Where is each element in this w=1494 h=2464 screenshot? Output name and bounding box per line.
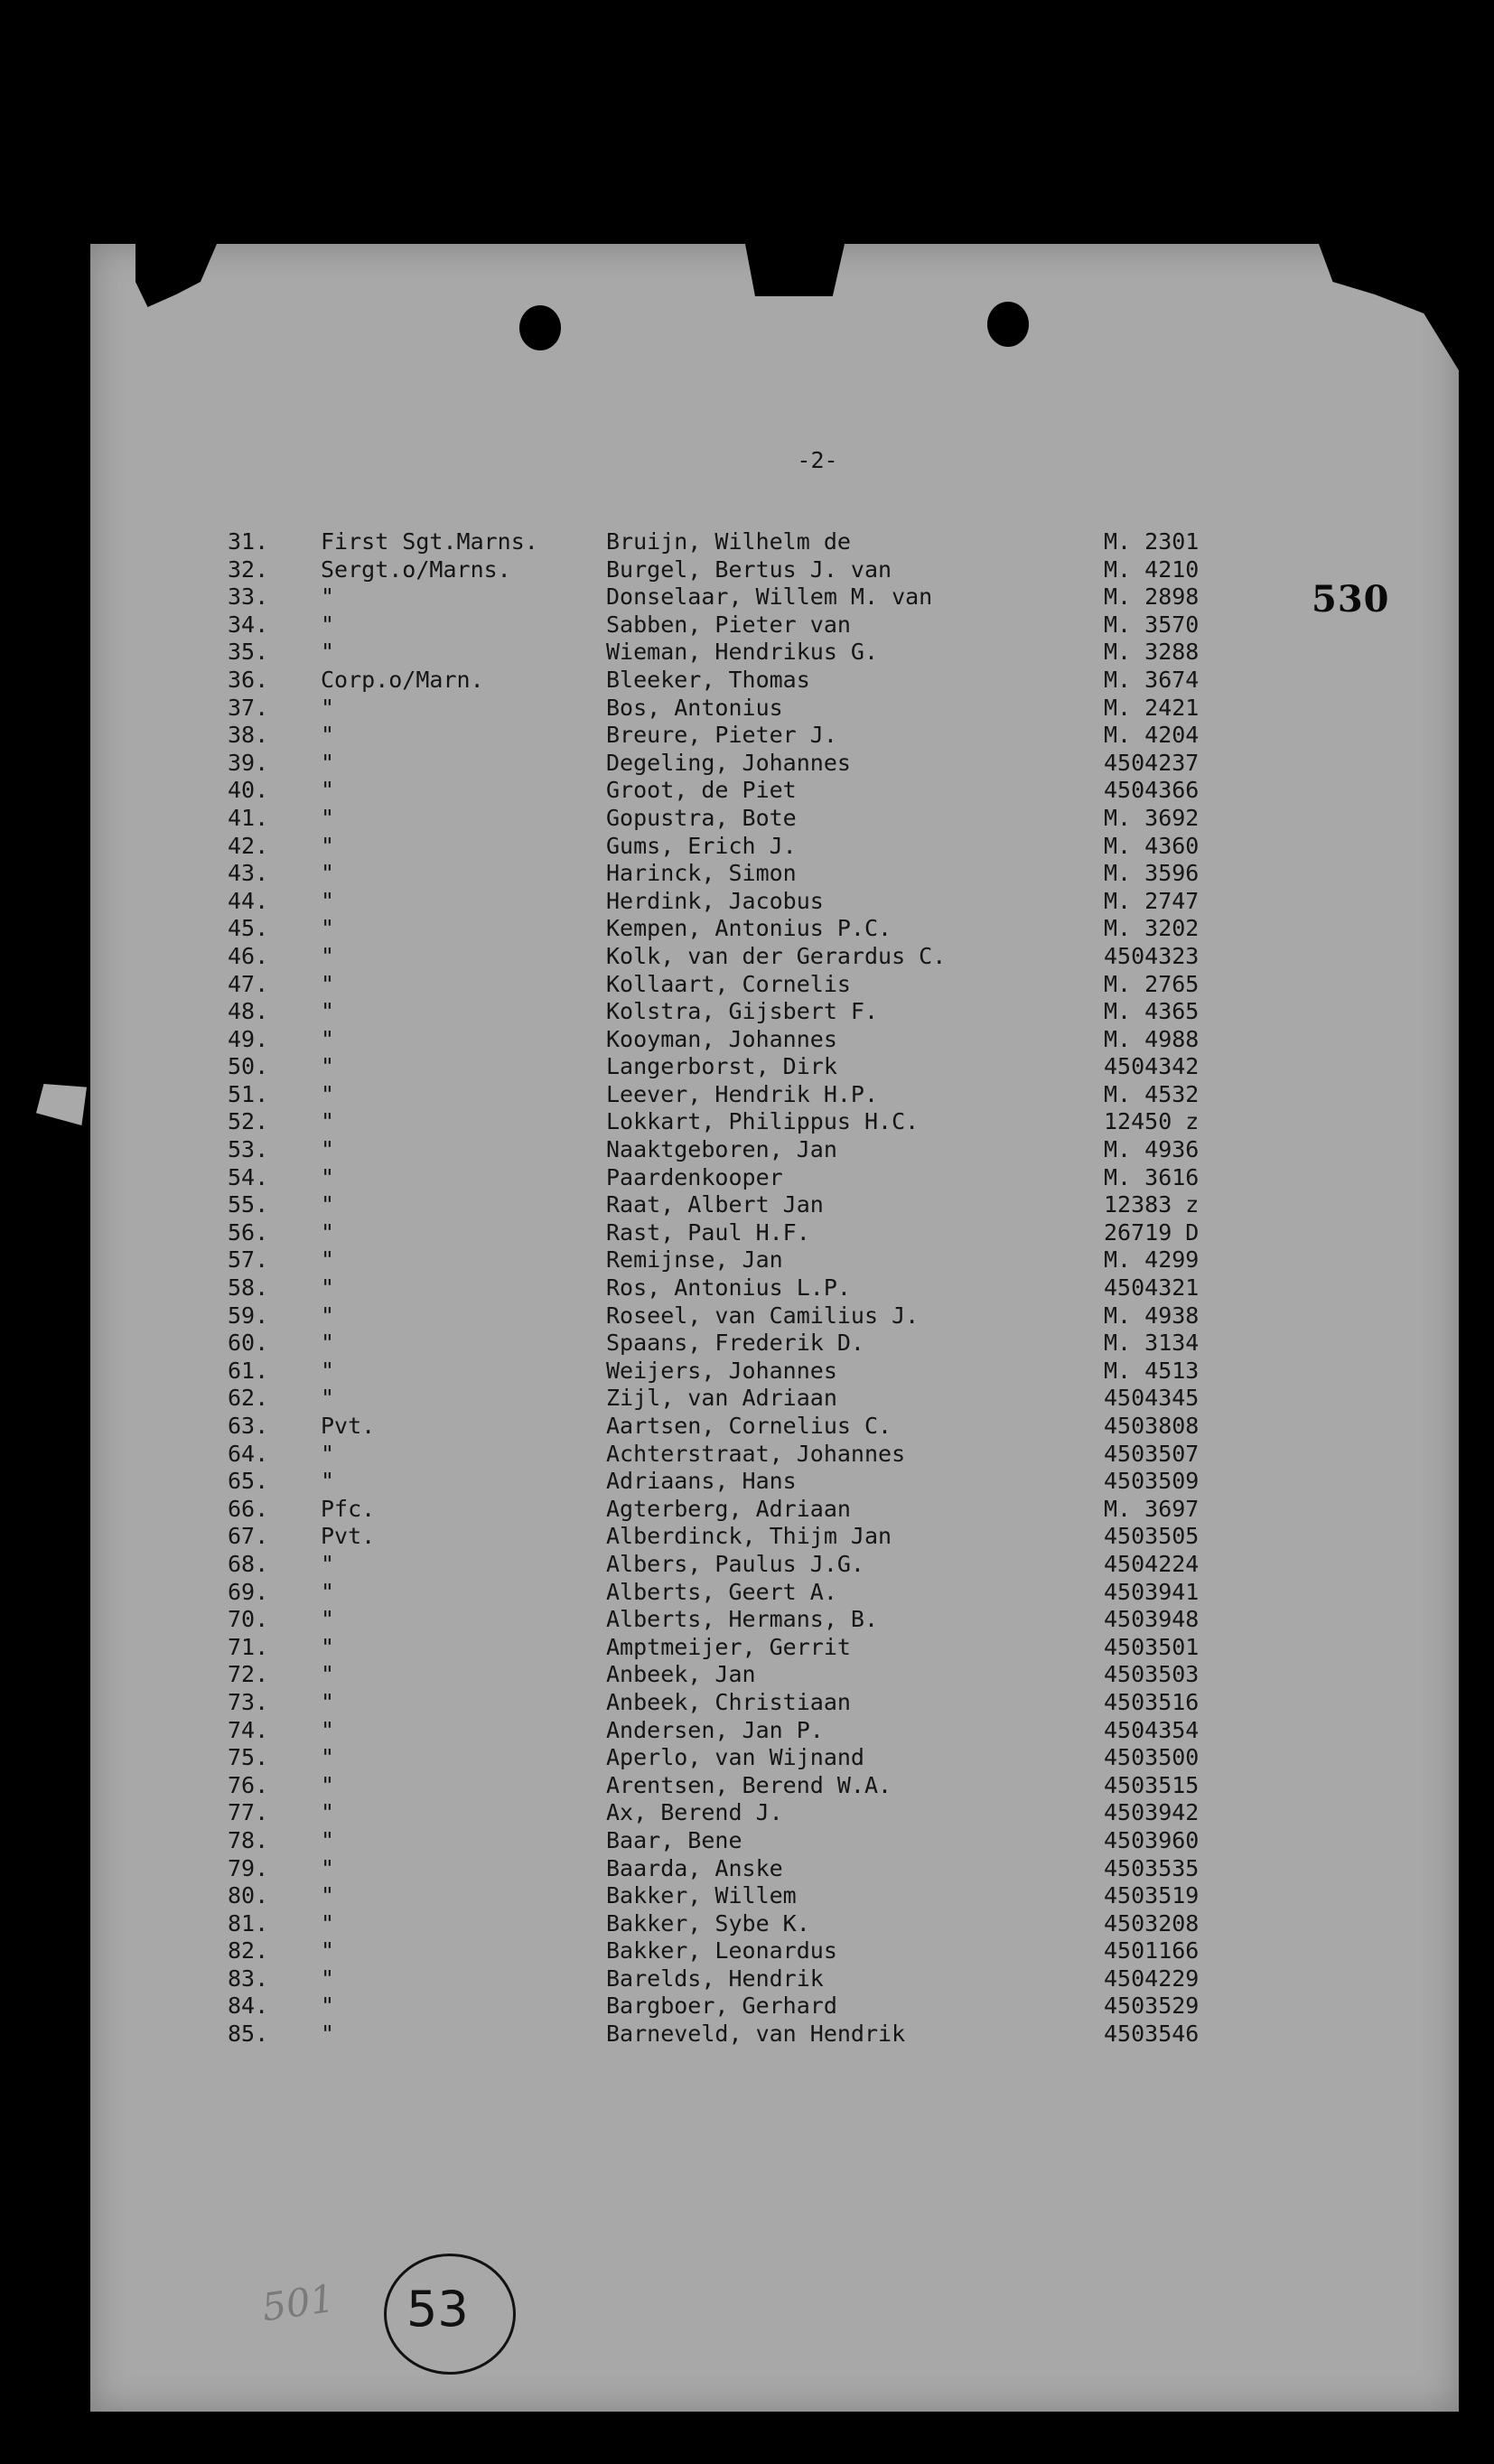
row-name: Roseel, van Camilius J. <box>606 1302 920 1329</box>
row-number: 32. <box>228 555 269 583</box>
row-number: 38. <box>228 722 269 749</box>
roster-row <box>90 1274 1459 1302</box>
row-name: Remijnse, Jan <box>606 1246 783 1274</box>
row-number: 72. <box>228 1661 269 1688</box>
paper-scrap <box>36 1084 87 1125</box>
row-number: 37. <box>228 694 269 721</box>
row-number: 83. <box>228 1965 269 1992</box>
roster-row <box>90 1993 1459 2021</box>
row-name: Naaktgeboren, Jan <box>606 1136 837 1163</box>
row-service-number: 4503505 <box>1104 1523 1200 1550</box>
row-service-number: 4503503 <box>1104 1661 1200 1688</box>
row-service-number: 4503529 <box>1104 1993 1200 2020</box>
row-rank: " <box>321 1937 335 1965</box>
row-name: Gums, Erich J. <box>606 832 797 859</box>
roster-row <box>90 611 1459 639</box>
row-number: 63. <box>228 1413 269 1439</box>
row-service-number: 12450 z <box>1104 1108 1200 1135</box>
row-service-number: 4504237 <box>1104 749 1200 776</box>
row-name: Breure, Pieter J. <box>606 722 837 749</box>
row-number: 61. <box>228 1357 269 1384</box>
row-rank: " <box>321 749 335 776</box>
row-service-number: 4503942 <box>1104 1799 1200 1826</box>
roster-row <box>90 1827 1459 1855</box>
row-rank: " <box>321 1744 335 1771</box>
row-rank: " <box>321 639 335 666</box>
row-name: Barneveld, van Hendrik <box>606 2021 906 2048</box>
row-name: Baar, Bene <box>606 1826 742 1853</box>
roster-row <box>90 1468 1459 1496</box>
roster-row <box>90 1661 1459 1689</box>
roster-list <box>90 528 1459 2049</box>
row-service-number: M. 3202 <box>1104 915 1200 942</box>
row-service-number: M. 3674 <box>1104 666 1200 693</box>
roster-row <box>90 1689 1459 1717</box>
row-name: Alberdinck, Thijm Jan <box>606 1523 892 1550</box>
stamp-number: 530 <box>1312 578 1390 621</box>
roster-row <box>90 998 1459 1026</box>
row-service-number: 4504323 <box>1104 942 1200 969</box>
row-number: 52. <box>228 1108 269 1135</box>
roster-row <box>90 1108 1459 1136</box>
roster-row <box>90 1136 1459 1164</box>
handwritten-note: 501 <box>258 2275 338 2330</box>
roster-row <box>90 1855 1459 1883</box>
roster-row <box>90 722 1459 750</box>
row-number: 40. <box>228 777 269 804</box>
row-rank: Pfc. <box>321 1495 376 1522</box>
row-service-number: M. 2301 <box>1104 528 1200 555</box>
row-rank: " <box>321 1550 335 1577</box>
row-name: Herdink, Jacobus <box>606 887 824 914</box>
handwritten-circled-number: 53 <box>406 2281 469 2338</box>
row-number: 39. <box>228 749 269 776</box>
row-rank: " <box>321 1882 335 1909</box>
roster-row <box>90 750 1459 778</box>
row-number: 49. <box>228 1025 269 1052</box>
row-rank: " <box>321 998 335 1025</box>
row-name: Kollaart, Cornelis <box>606 970 851 997</box>
row-number: 45. <box>228 915 269 942</box>
row-rank: First Sgt.Marns. <box>321 528 538 555</box>
row-service-number: 4503948 <box>1104 1606 1200 1633</box>
row-number: 34. <box>228 611 269 638</box>
row-number: 81. <box>228 1909 269 1937</box>
roster-row <box>90 1081 1459 1109</box>
page-number: -2- <box>797 447 838 473</box>
row-service-number: 4504229 <box>1104 1965 1200 1992</box>
row-number: 35. <box>228 639 269 666</box>
row-service-number: 4504366 <box>1104 777 1200 804</box>
row-rank: " <box>321 1440 335 1467</box>
row-service-number: 4503960 <box>1104 1826 1200 1853</box>
row-number: 43. <box>228 860 269 887</box>
roster-row <box>90 1219 1459 1247</box>
row-rank: " <box>321 1606 335 1633</box>
row-rank: Sergt.o/Marns. <box>321 555 511 583</box>
row-rank: " <box>321 860 335 887</box>
row-number: 70. <box>228 1606 269 1633</box>
row-name: Wieman, Hendrikus G. <box>606 639 879 666</box>
row-name: Anbeek, Christiaan <box>606 1688 851 1715</box>
row-service-number: M. 2765 <box>1104 970 1200 997</box>
row-number: 47. <box>228 970 269 997</box>
row-rank: " <box>321 1274 335 1302</box>
roster-row <box>90 1882 1459 1910</box>
row-number: 66. <box>228 1495 269 1522</box>
row-name: Arentsen, Berend W.A. <box>606 1771 892 1798</box>
row-rank: " <box>321 1661 335 1688</box>
row-rank: " <box>321 1108 335 1135</box>
row-rank: " <box>321 1909 335 1937</box>
row-name: Alberts, Hermans, B. <box>606 1606 879 1633</box>
row-name: Rast, Paul H.F. <box>606 1218 810 1246</box>
roster-row <box>90 943 1459 971</box>
row-service-number: M. 2898 <box>1104 583 1200 611</box>
row-name: Bakker, Leonardus <box>606 1937 837 1965</box>
row-name: Agterberg, Adriaan <box>606 1495 851 1522</box>
row-service-number: 4503509 <box>1104 1468 1200 1495</box>
roster-row <box>90 1634 1459 1662</box>
roster-row <box>90 833 1459 861</box>
row-number: 53. <box>228 1136 269 1163</box>
row-number: 71. <box>228 1633 269 1660</box>
row-service-number: 4504321 <box>1104 1274 1200 1302</box>
row-name: Spaans, Frederik D. <box>606 1330 864 1357</box>
torn-corner-left <box>135 244 217 307</box>
row-number: 65. <box>228 1468 269 1495</box>
row-service-number: M. 4365 <box>1104 998 1200 1025</box>
row-service-number: 4503519 <box>1104 1882 1200 1909</box>
row-number: 79. <box>228 1854 269 1881</box>
row-rank: " <box>321 1854 335 1881</box>
roster-row <box>90 1937 1459 1965</box>
roster-row <box>90 1772 1459 1800</box>
row-service-number: 4504342 <box>1104 1053 1200 1080</box>
row-name: Alberts, Geert A. <box>606 1578 837 1605</box>
row-rank: " <box>321 1357 335 1384</box>
row-name: Barelds, Hendrik <box>606 1965 824 1992</box>
row-service-number: 4503507 <box>1104 1440 1200 1467</box>
row-name: Adriaans, Hans <box>606 1468 797 1495</box>
roster-row <box>90 1579 1459 1607</box>
row-service-number: M. 3697 <box>1104 1495 1200 1522</box>
roster-row <box>90 1053 1459 1081</box>
roster-row <box>90 1496 1459 1524</box>
row-name: Bakker, Sybe K. <box>606 1909 810 1937</box>
torn-corner-right <box>1319 244 1459 370</box>
row-service-number: M. 3596 <box>1104 860 1200 887</box>
roster-row <box>90 1910 1459 1938</box>
row-name: Anbeek, Jan <box>606 1661 756 1688</box>
roster-row <box>90 888 1459 916</box>
roster-row <box>90 1799 1459 1827</box>
row-service-number: M. 3570 <box>1104 611 1200 638</box>
row-rank: " <box>321 611 335 638</box>
row-name: Paardenkooper <box>606 1163 783 1190</box>
row-service-number: M. 4938 <box>1104 1302 1200 1329</box>
roster-row <box>90 860 1459 888</box>
row-name: Harinck, Simon <box>606 860 797 887</box>
row-number: 82. <box>228 1937 269 1965</box>
row-service-number: M. 3616 <box>1104 1163 1200 1190</box>
row-service-number: M. 2421 <box>1104 694 1200 721</box>
row-number: 50. <box>228 1053 269 1080</box>
row-service-number: M. 4532 <box>1104 1080 1200 1107</box>
row-rank: " <box>321 1136 335 1163</box>
roster-row <box>90 1413 1459 1441</box>
row-service-number: M. 4204 <box>1104 722 1200 749</box>
row-name: Degeling, Johannes <box>606 749 851 776</box>
row-name: Kolk, van der Gerardus C. <box>606 942 947 969</box>
roster-row <box>90 1965 1459 1993</box>
row-number: 80. <box>228 1882 269 1909</box>
row-rank: " <box>321 1965 335 1992</box>
row-name: Andersen, Jan P. <box>606 1716 824 1743</box>
roster-row <box>90 556 1459 584</box>
roster-row <box>90 1246 1459 1274</box>
roster-row <box>90 1606 1459 1634</box>
roster-row <box>90 1385 1459 1413</box>
row-service-number: 4504354 <box>1104 1716 1200 1743</box>
row-service-number: M. 4988 <box>1104 1025 1200 1052</box>
row-service-number: 4501166 <box>1104 1937 1200 1965</box>
row-name: Amptmeijer, Gerrit <box>606 1633 851 1660</box>
roster-row <box>90 1441 1459 1469</box>
row-name: Ax, Berend J. <box>606 1799 783 1826</box>
row-name: Leever, Hendrik H.P. <box>606 1080 879 1107</box>
row-rank: " <box>321 1633 335 1660</box>
row-number: 33. <box>228 583 269 611</box>
row-rank: " <box>321 970 335 997</box>
roster-row <box>90 639 1459 667</box>
row-number: 57. <box>228 1246 269 1274</box>
row-name: Groot, de Piet <box>606 777 797 804</box>
row-rank: " <box>321 1163 335 1190</box>
row-service-number: 4503546 <box>1104 2021 1200 2048</box>
row-rank: " <box>321 1025 335 1052</box>
row-number: 46. <box>228 942 269 969</box>
row-number: 73. <box>228 1688 269 1715</box>
row-rank: " <box>321 1716 335 1743</box>
roster-row <box>90 695 1459 723</box>
row-number: 44. <box>228 887 269 914</box>
row-rank: " <box>321 1191 335 1218</box>
row-service-number: 4503515 <box>1104 1771 1200 1798</box>
roster-row <box>90 1026 1459 1054</box>
row-rank: " <box>321 1688 335 1715</box>
row-name: Bruijn, Wilhelm de <box>606 528 851 555</box>
row-service-number: M. 4936 <box>1104 1136 1200 1163</box>
row-name: Bakker, Willem <box>606 1882 797 1909</box>
row-service-number: 4503208 <box>1104 1909 1200 1937</box>
row-number: 48. <box>228 998 269 1025</box>
roster-row <box>90 583 1459 611</box>
row-number: 77. <box>228 1799 269 1826</box>
roster-row <box>90 915 1459 943</box>
row-rank: " <box>321 1246 335 1274</box>
roster-row <box>90 528 1459 556</box>
row-rank: " <box>321 1053 335 1080</box>
row-service-number: M. 4210 <box>1104 555 1200 583</box>
row-rank: " <box>321 1218 335 1246</box>
row-service-number: 4503808 <box>1104 1413 1200 1439</box>
roster-row <box>90 1191 1459 1219</box>
row-rank: " <box>321 777 335 804</box>
punch-hole-left <box>519 305 561 350</box>
row-number: 76. <box>228 1771 269 1798</box>
row-service-number: 4503501 <box>1104 1633 1200 1660</box>
row-service-number: 4504224 <box>1104 1550 1200 1577</box>
row-name: Kooyman, Johannes <box>606 1025 837 1052</box>
roster-row <box>90 777 1459 805</box>
row-service-number: M. 3692 <box>1104 804 1200 831</box>
row-name: Lokkart, Philippus H.C. <box>606 1108 920 1135</box>
torn-notch-top <box>745 244 845 296</box>
roster-row <box>90 667 1459 695</box>
row-number: 84. <box>228 1993 269 2020</box>
row-name: Weijers, Johannes <box>606 1357 837 1384</box>
row-rank: " <box>321 1330 335 1357</box>
row-service-number: 12383 z <box>1104 1191 1200 1218</box>
row-name: Kempen, Antonius P.C. <box>606 915 892 942</box>
row-name: Aartsen, Cornelius C. <box>606 1413 892 1439</box>
row-number: 59. <box>228 1302 269 1329</box>
row-number: 67. <box>228 1523 269 1550</box>
row-name: Donselaar, Willem M. van <box>606 583 933 611</box>
row-rank: " <box>321 1468 335 1495</box>
row-service-number: 4503535 <box>1104 1854 1200 1881</box>
row-name: Bos, Antonius <box>606 694 783 721</box>
roster-row <box>90 1744 1459 1772</box>
row-service-number: M. 4360 <box>1104 832 1200 859</box>
row-service-number: M. 2747 <box>1104 887 1200 914</box>
row-name: Bleeker, Thomas <box>606 666 810 693</box>
row-rank: " <box>321 915 335 942</box>
row-number: 56. <box>228 1218 269 1246</box>
document-page <box>90 244 1459 2412</box>
row-number: 62. <box>228 1385 269 1412</box>
roster-row <box>90 2021 1459 2049</box>
row-rank: " <box>321 887 335 914</box>
row-number: 55. <box>228 1191 269 1218</box>
row-rank: Pvt. <box>321 1413 376 1439</box>
row-number: 64. <box>228 1440 269 1467</box>
row-service-number: M. 3288 <box>1104 639 1200 666</box>
row-name: Zijl, van Adriaan <box>606 1385 837 1412</box>
row-name: Gopustra, Bote <box>606 804 797 831</box>
row-number: 74. <box>228 1716 269 1743</box>
row-rank: " <box>321 583 335 611</box>
row-number: 58. <box>228 1274 269 1302</box>
row-number: 60. <box>228 1330 269 1357</box>
row-number: 54. <box>228 1163 269 1190</box>
row-name: Achterstraat, Johannes <box>606 1440 906 1467</box>
row-rank: " <box>321 832 335 859</box>
roster-row <box>90 1164 1459 1192</box>
row-name: Kolstra, Gijsbert F. <box>606 998 879 1025</box>
row-service-number: M. 3134 <box>1104 1330 1200 1357</box>
row-rank: " <box>321 1385 335 1412</box>
row-number: 78. <box>228 1826 269 1853</box>
roster-row <box>90 971 1459 999</box>
roster-row <box>90 1717 1459 1745</box>
row-number: 42. <box>228 832 269 859</box>
punch-hole-right <box>987 302 1029 347</box>
row-name: Albers, Paulus J.G. <box>606 1550 864 1577</box>
row-name: Sabben, Pieter van <box>606 611 851 638</box>
roster-row <box>90 805 1459 833</box>
row-rank: " <box>321 1080 335 1107</box>
row-rank: " <box>321 722 335 749</box>
row-rank: Pvt. <box>321 1523 376 1550</box>
row-rank: " <box>321 2021 335 2048</box>
row-name: Baarda, Anske <box>606 1854 783 1881</box>
row-number: 85. <box>228 2021 269 2048</box>
roster-row <box>90 1302 1459 1330</box>
row-rank: " <box>321 694 335 721</box>
row-rank: " <box>321 1799 335 1826</box>
row-rank: " <box>321 804 335 831</box>
row-rank: " <box>321 942 335 969</box>
row-name: Ros, Antonius L.P. <box>606 1274 851 1302</box>
row-name: Bargboer, Gerhard <box>606 1993 837 2020</box>
row-name: Aperlo, van Wijnand <box>606 1744 864 1771</box>
row-service-number: 4504345 <box>1104 1385 1200 1412</box>
roster-row <box>90 1551 1459 1579</box>
row-name: Burgel, Bertus J. van <box>606 555 892 583</box>
row-number: 41. <box>228 804 269 831</box>
roster-row <box>90 1523 1459 1551</box>
row-number: 68. <box>228 1550 269 1577</box>
row-name: Raat, Albert Jan <box>606 1191 824 1218</box>
row-rank: " <box>321 1578 335 1605</box>
row-service-number: M. 4299 <box>1104 1246 1200 1274</box>
row-number: 31. <box>228 528 269 555</box>
row-number: 69. <box>228 1578 269 1605</box>
row-rank: " <box>321 1771 335 1798</box>
row-number: 36. <box>228 666 269 693</box>
row-rank: Corp.o/Marn. <box>321 666 484 693</box>
row-service-number: M. 4513 <box>1104 1357 1200 1384</box>
row-service-number: 4503516 <box>1104 1688 1200 1715</box>
roster-row <box>90 1358 1459 1386</box>
row-service-number: 4503941 <box>1104 1578 1200 1605</box>
row-name: Langerborst, Dirk <box>606 1053 837 1080</box>
row-number: 51. <box>228 1080 269 1107</box>
row-service-number: 4503500 <box>1104 1744 1200 1771</box>
row-rank: " <box>321 1302 335 1329</box>
row-rank: " <box>321 1993 335 2020</box>
row-service-number: 26719 D <box>1104 1218 1200 1246</box>
roster-row <box>90 1330 1459 1358</box>
row-number: 75. <box>228 1744 269 1771</box>
row-rank: " <box>321 1826 335 1853</box>
